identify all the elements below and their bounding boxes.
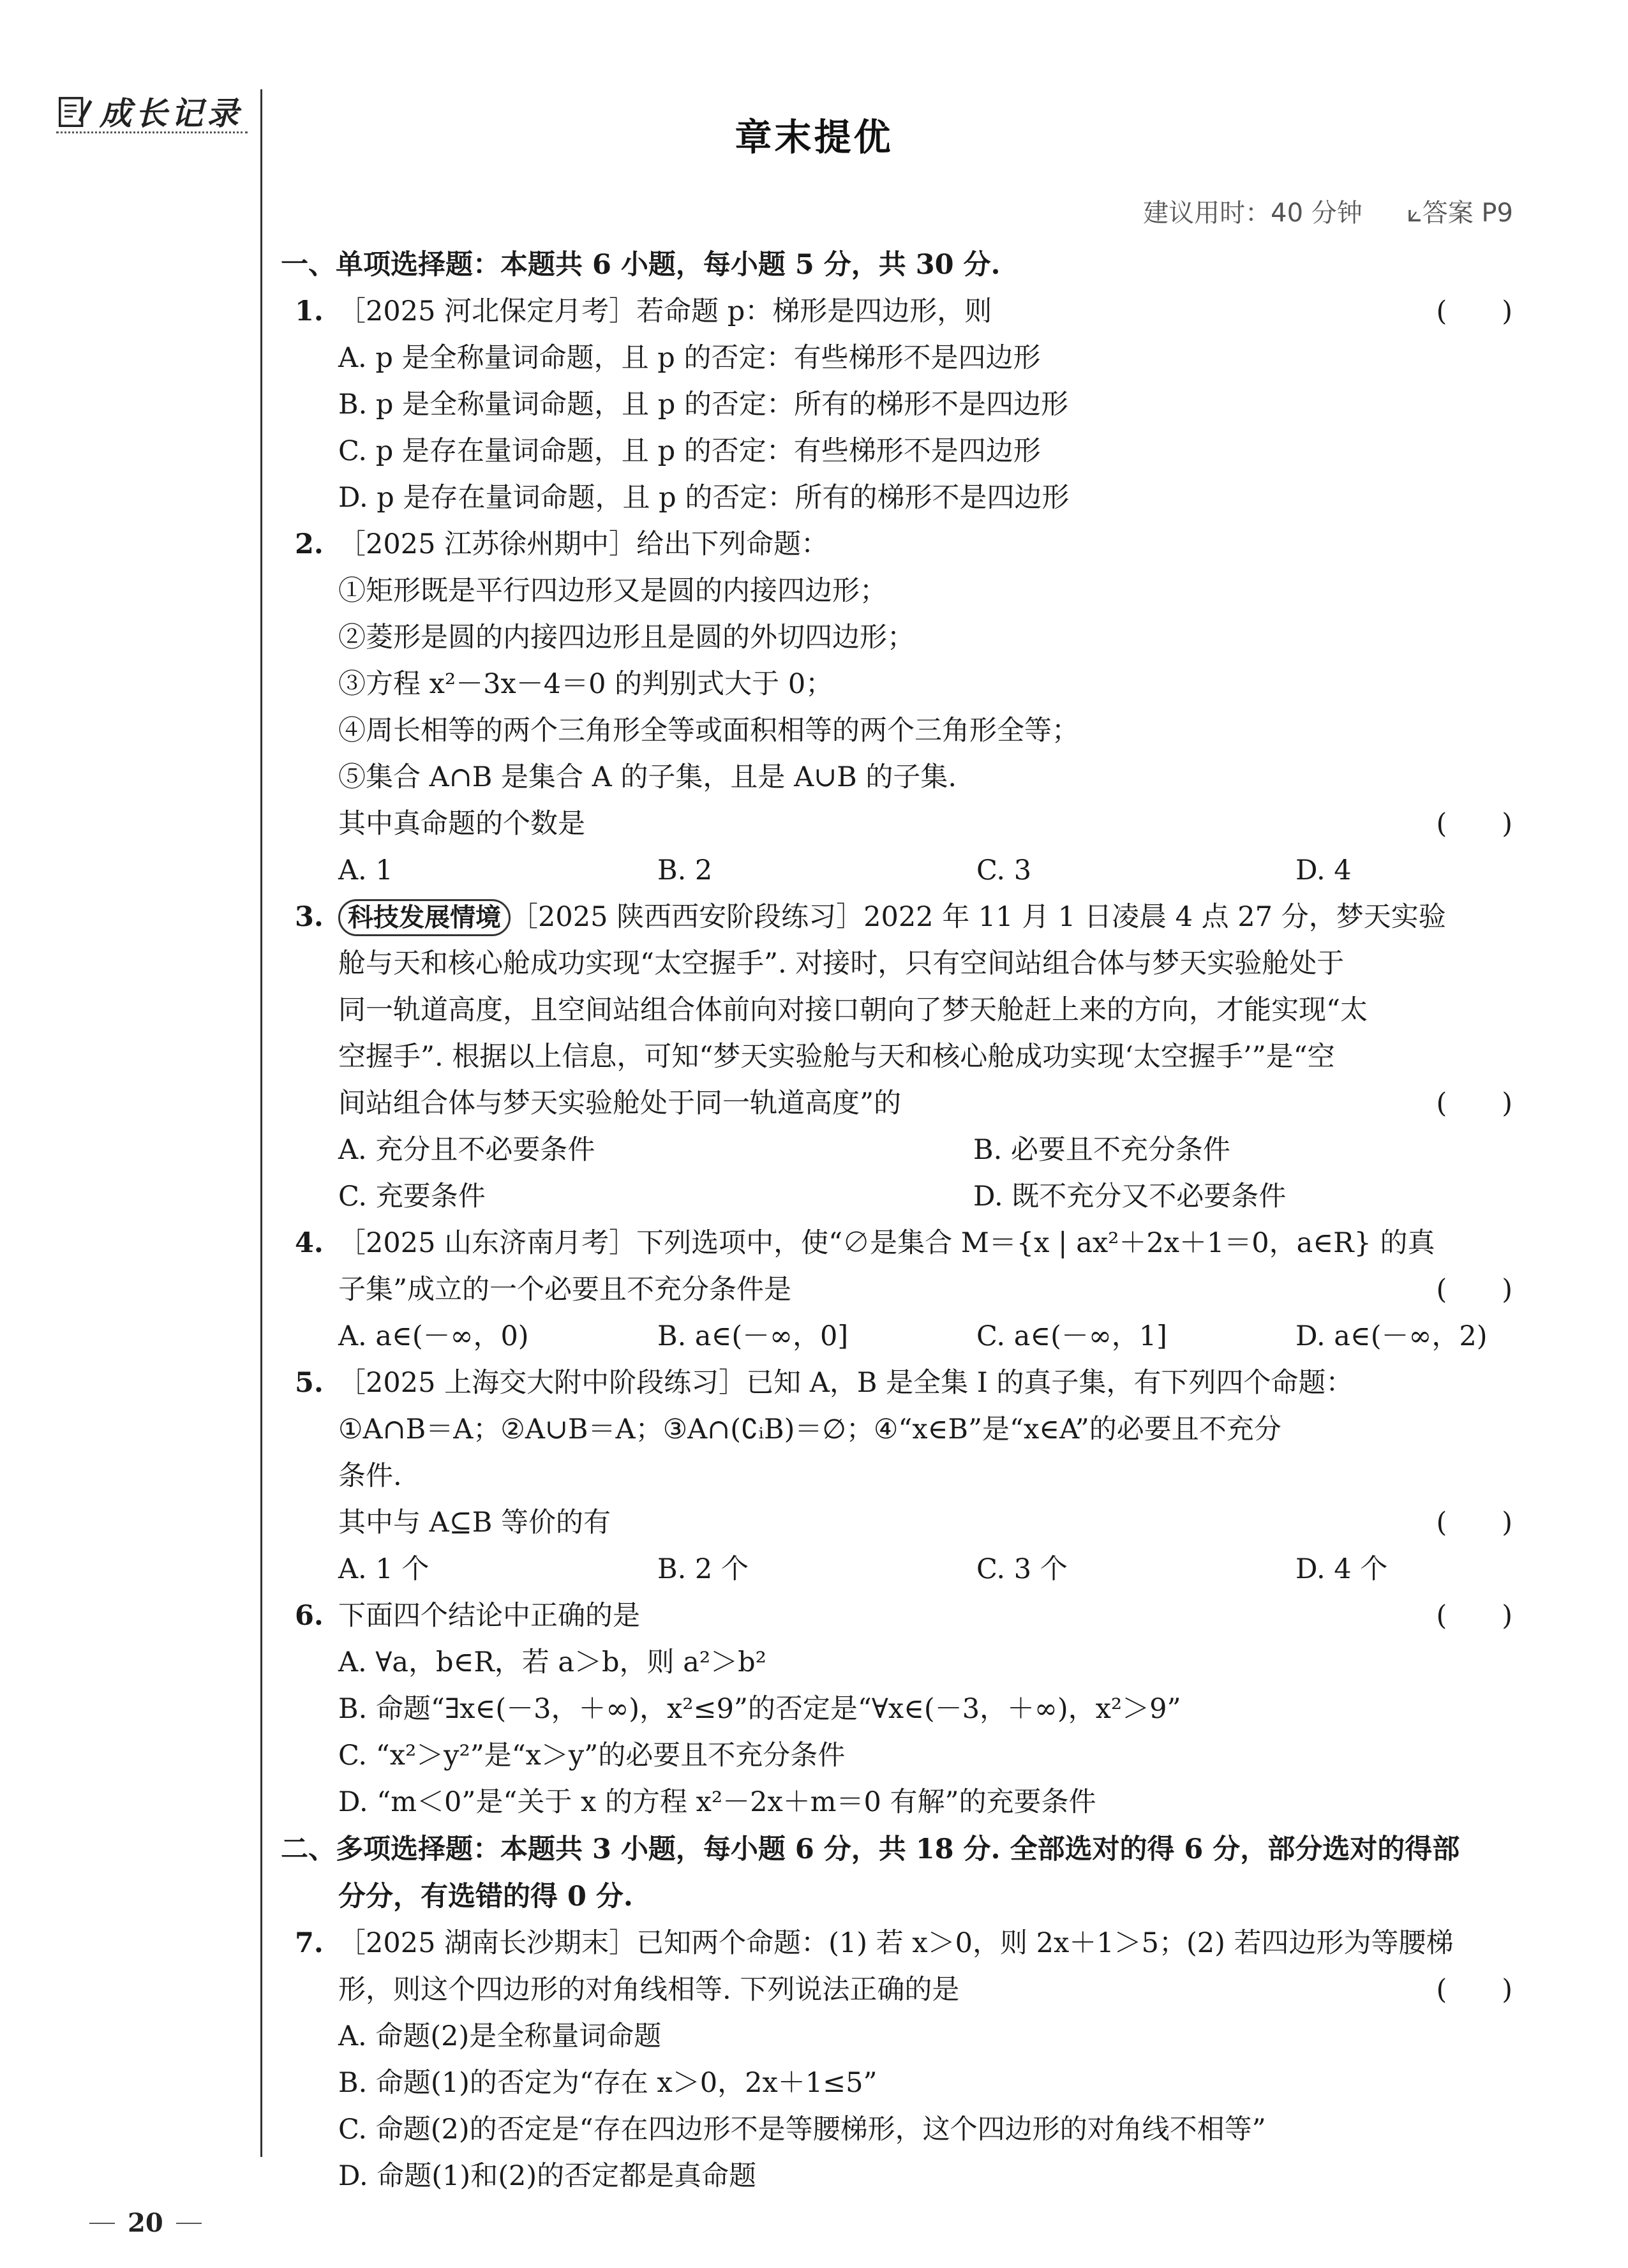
option-a: A. 命题(2)是全称量词命题 xyxy=(338,2020,662,2052)
answer-blank: ( ) xyxy=(1436,1507,1512,1539)
page-footer xyxy=(89,2208,202,2238)
option-a: A. 1 个 xyxy=(338,1553,429,1585)
question-number: 5. xyxy=(295,1367,324,1399)
question-number: 2. xyxy=(295,528,324,560)
section-line-1: 二、多项选择题：本题共 3 小题，每小题 6 分，共 18 分. 全部选对的得 6 分，部分选对的得部 xyxy=(281,1833,1460,1865)
page-title: 章末提优 xyxy=(735,116,893,159)
question-content xyxy=(281,241,1512,2200)
question-3 xyxy=(281,894,1512,1220)
question-line-2: ①A∩B＝A；②A∪B＝A；③A∩(∁ᵢB)＝∅；④“x∈B”是“x∈A”的必要且不充分 xyxy=(338,1414,1281,1445)
margin-rule xyxy=(260,89,262,2157)
question-5 xyxy=(281,1360,1512,1593)
statement-4: ④周长相等的两个三角形全等或面积相等的两个三角形全等； xyxy=(338,715,1079,747)
question-stem: ［2025 江苏徐州期中］给出下列命题： xyxy=(338,528,829,560)
answer-blank: ( ) xyxy=(1436,1600,1512,1632)
option-b: B. 命题(1)的否定为“存在 x＞0，2x＋1≤5” xyxy=(338,2067,877,2099)
section-heading-single-choice: 一、单项选择题：本题共 6 小题，每小题 5 分，共 30 分. xyxy=(281,249,1001,281)
option-d: D. a∈(－∞，2) xyxy=(1296,1320,1488,1352)
option-c: C. 命题(2)的否定是“存在四边形不是等腰梯形，这个四边形的对角线不相等” xyxy=(338,2114,1266,2145)
option-c: C. “x²＞y²”是“x＞y”的必要且不充分条件 xyxy=(338,1740,846,1772)
question-line-2: 形，则这个四边形的对角线相等. 下列说法正确的是 xyxy=(338,1974,960,2006)
answer-blank: ( ) xyxy=(1436,295,1512,327)
question-line-4: 空握手”. 根据以上信息，可知“梦天实验舱与天和核心舱成功实现‘太空握手’”是“空 xyxy=(338,1041,1335,1073)
question-line-5: 间站组合体与梦天实验舱处于同一轨道高度”的 xyxy=(338,1087,901,1119)
question-line-1: ［2025 山东济南月考］下列选项中，使“∅是集合 M＝{x | ax²＋2x＋1＝0，a∈R} 的真 xyxy=(338,1227,1435,1259)
answer-ref: ⟀答案 P9 xyxy=(1407,198,1513,228)
option-d: D. “m＜0”是“关于 x 的方程 x²－2x＋m＝0 有解”的充要条件 xyxy=(338,1786,1096,1818)
option-a: A. p 是全称量词命题，且 p 的否定：有些梯形不是四边形 xyxy=(338,342,1041,374)
page-number: 20 xyxy=(128,2208,163,2238)
question-number: 3. xyxy=(295,901,324,933)
statement-3: ③方程 x²－3x－4＝0 的判别式大于 0； xyxy=(338,668,833,700)
answer-blank: ( ) xyxy=(1436,1974,1512,2006)
question-ask: 其中真命题的个数是 xyxy=(338,808,585,840)
statement-2: ②菱形是圆的内接四边形且是圆的外切四边形； xyxy=(338,622,915,653)
question-stem: ［2025 河北保定月考］若命题 p：梯形是四边形，则 xyxy=(338,295,992,327)
option-a: A. a∈(－∞，0) xyxy=(338,1320,529,1352)
answer-blank: ( ) xyxy=(1436,1087,1512,1119)
question-stem: 下面四个结论中正确的是 xyxy=(338,1600,640,1632)
option-b: B. 2 个 xyxy=(657,1553,749,1585)
statement-5: ⑤集合 A∩B 是集合 A 的子集，且是 A∪B 的子集. xyxy=(338,761,957,793)
question-4 xyxy=(281,1220,1512,1360)
option-a: A. ∀a，b∈R，若 a＞b，则 a²＞b² xyxy=(338,1646,766,1678)
option-d: D. 既不充分又不必要条件 xyxy=(973,1181,1287,1212)
option-d: D. p 是存在量词命题，且 p 的否定：所有的梯形不是四边形 xyxy=(338,482,1070,514)
context-tag: 科技发展情境 xyxy=(338,899,511,936)
question-number: 4. xyxy=(295,1227,324,1259)
option-c: C. 充要条件 xyxy=(338,1181,486,1212)
section-heading-multi-choice xyxy=(281,1826,1512,1920)
suggested-time: 建议用时：40 分钟 xyxy=(1143,198,1363,228)
question-6 xyxy=(281,1593,1512,1826)
meta-info xyxy=(1143,193,1513,229)
question-line-3: 同一轨道高度，且空间站组合体前向对接口朝向了梦天舱赶上来的方向，才能实现“太 xyxy=(338,994,1368,1026)
section-line-2: 分分，有选错的得 0 分. xyxy=(338,1881,633,1913)
option-c: C. 3 xyxy=(976,854,1032,886)
option-c: C. p 是存在量词命题，且 p 的否定：有些梯形不是四边形 xyxy=(338,435,1041,467)
option-b: B. 必要且不充分条件 xyxy=(973,1134,1230,1166)
question-line-2: 子集”成立的一个必要且不充分条件是 xyxy=(338,1274,791,1306)
brand-text: 成长记录 xyxy=(100,94,243,132)
option-b: B. a∈(－∞，0] xyxy=(657,1320,849,1352)
question-line-3: 条件. xyxy=(338,1460,402,1492)
option-c: C. 3 个 xyxy=(976,1553,1068,1585)
answer-blank: ( ) xyxy=(1436,1274,1512,1306)
option-b: B. 2 xyxy=(657,854,713,886)
statement-1: ①矩形既是平行四边形又是圆的内接四边形； xyxy=(338,575,887,607)
question-line-1: ［2025 上海交大附中阶段练习］已知 A，B 是全集 I 的真子集，有下列四个命题： xyxy=(338,1367,1354,1399)
question-number: 1. xyxy=(295,295,324,327)
option-a: A. 1 xyxy=(338,854,393,886)
option-b: B. p 是全称量词命题，且 p 的否定：所有的梯形不是四边形 xyxy=(338,389,1068,421)
question-line-1: ［2025 湖南长沙期末］已知两个命题：(1) 若 x＞0，则 2x＋1＞5；(2) 若四边形为等腰梯 xyxy=(338,1927,1454,1959)
question-ask: 其中与 A⊆B 等价的有 xyxy=(338,1507,611,1539)
footer-dash-left xyxy=(89,2223,115,2224)
option-a: A. 充分且不必要条件 xyxy=(338,1134,595,1166)
option-b: B. 命题“∃x∈(－3，＋∞)，x²≤9”的否定是“∀x∈(－3，＋∞)，x²＞9” xyxy=(338,1693,1181,1725)
question-line-1: ［2025 陕西西安阶段练习］2022 年 11 月 1 日凌晨 4 点 27 分，梦天实验 xyxy=(511,901,1446,933)
question-2 xyxy=(281,521,1512,894)
option-d: D. 4 个 xyxy=(1296,1553,1388,1585)
question-number: 7. xyxy=(295,1927,324,1959)
question-line-2: 舱与天和核心舱成功实现“太空握手”. 对接时，只有空间站组合体与梦天实验舱处于 xyxy=(338,948,1345,980)
option-d: D. 4 xyxy=(1296,854,1352,886)
option-d: D. 命题(1)和(2)的否定都是真命题 xyxy=(338,2160,757,2192)
question-1 xyxy=(281,288,1512,521)
question-number: 6. xyxy=(295,1600,324,1632)
answer-blank: ( ) xyxy=(1436,808,1512,840)
question-7 xyxy=(281,1920,1512,2200)
footer-dash-right xyxy=(176,2223,202,2224)
option-c: C. a∈(－∞，1] xyxy=(976,1320,1167,1352)
